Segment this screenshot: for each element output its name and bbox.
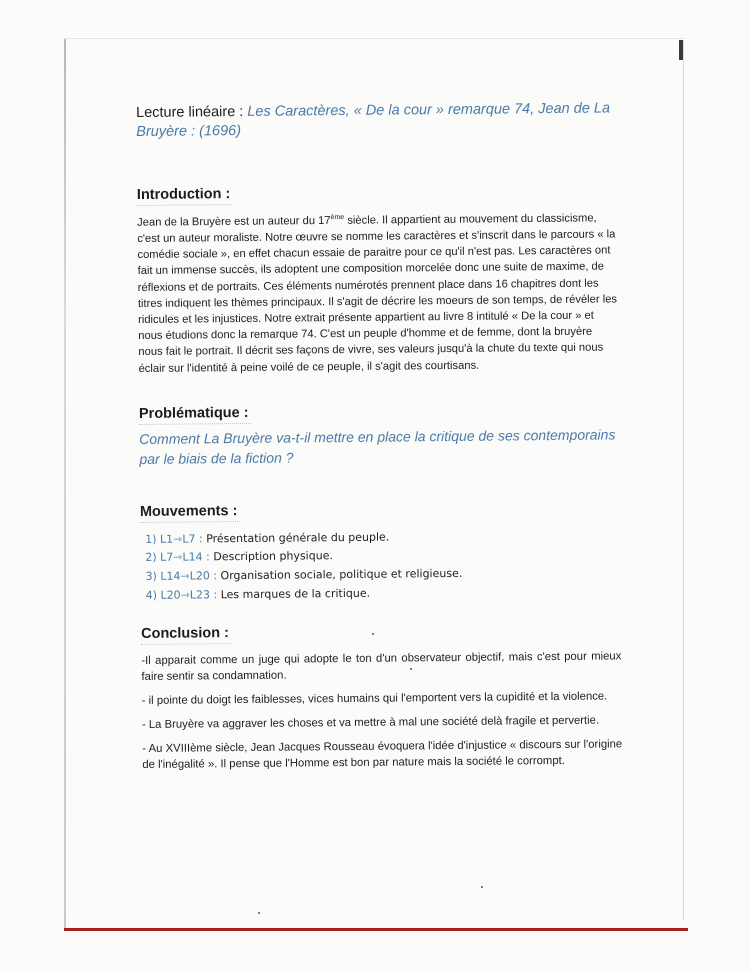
introduction-section <box>137 181 619 376</box>
problematique-section <box>139 400 620 469</box>
item-text: Les marques de la critique. <box>217 586 371 601</box>
title-label: Lecture linéaire : <box>136 103 244 121</box>
title-work: Les Caractères, « De la cour » remarque 74, Jean de La Bruyère : (1696) <box>136 100 611 140</box>
scan-speck <box>258 912 260 914</box>
document-body <box>136 99 622 781</box>
intro-superscript: ème <box>330 214 345 222</box>
conclusion-body <box>141 649 622 774</box>
mouvements-section <box>140 498 621 605</box>
item-text: Description physique. <box>209 549 334 564</box>
conclusion-heading: Conclusion : <box>141 625 229 643</box>
item-range: L20⇾L23 : <box>160 587 218 602</box>
problematique-heading: Problématique : <box>138 404 249 422</box>
item-number: 3) <box>145 569 157 583</box>
intro-text-part-2: siècle. Il appartient au mouvement du classicisme, c'est un auteur moraliste. Notre œuvre se nomme les caractères et s'inscrit dans le parcours « la comédie sociale », en effet chacun essaie de paraitre pour ce qu'il n'est pas. Les caractères ont fait un immense succès, ils adoptent une composition morcelée donc une suite de maxime, de réflexions et de portraits. Ces éléments numérotés prennent place dans 16 chapitres dont les titres indiquent les thèmes principaux. Il s'agit de décrire les moeurs de son temps, de révéler les ridicules et les injustices. Notre extrait présente appartient au livre 8 intitulé « De la cour » et nous étudions donc la remarque 74. C'est un peuple d'homme et de femme, dont la bruyère nous fait le portrait. Il décrit ses façons de vivre, ses valeurs jusqu'à la chute du texte qui nous éclair sur l'identité à peine voilé de ce peuple, il s'agit des courtisans. <box>137 212 618 375</box>
page-edge-bottom <box>64 928 688 931</box>
page-edge-top <box>64 38 684 39</box>
item-range: L14⇾L20 : <box>160 569 218 583</box>
list-item <box>146 582 621 605</box>
scan-speck <box>481 886 483 888</box>
document-title <box>136 99 616 142</box>
conclusion-paragraph: - il pointe du doigt les faiblesses, vices humains qui l'emportent vers la cupidité et la violence. <box>141 690 608 708</box>
item-number: 1) <box>145 532 157 546</box>
item-number: 4) <box>145 588 158 602</box>
page-edge-right <box>683 40 684 920</box>
mouvements-list <box>140 526 621 605</box>
conclusion-section <box>141 621 622 774</box>
introduction-text <box>137 207 619 376</box>
item-text: Présentation générale du peuple. <box>202 530 390 546</box>
scan-speck <box>410 668 412 670</box>
conclusion-paragraph: -Il apparait comme un juge qui adopte le ton d'un observateur objectif, mais c'est pour mieux faire sentir sa condamnation. <box>141 650 622 684</box>
conclusion-paragraph: - La Bruyère va aggraver les choses et va mettre à mal une société delà fragile et pervertie. <box>141 714 600 732</box>
page-edge-left <box>64 38 66 928</box>
item-number: 2) <box>145 551 157 565</box>
item-range: L1⇾L7 : <box>159 532 203 546</box>
introduction-heading: Introduction : <box>136 186 231 203</box>
item-text: Organisation sociale, politique et religieuse. <box>216 566 463 583</box>
mouvements-heading: Mouvements : <box>139 502 238 520</box>
item-range: L7⇾L14 : <box>160 550 210 565</box>
scan-speck <box>372 633 374 635</box>
problematique-question: Comment La Bruyère va-t-il mettre en place la critique de ses contemporains par le biais de la fiction ? <box>139 426 616 467</box>
conclusion-paragraph: - Au XVIIIème siècle, Jean Jacques Rousseau évoquera l'idée d'injustice « discours sur l'origine de l'inégalité ». Il pense que l'Homme est bon par nature mais la société le corrompt. <box>142 738 623 772</box>
intro-text-part-1: Jean de la Bruyère est un auteur du 17 <box>137 214 331 229</box>
